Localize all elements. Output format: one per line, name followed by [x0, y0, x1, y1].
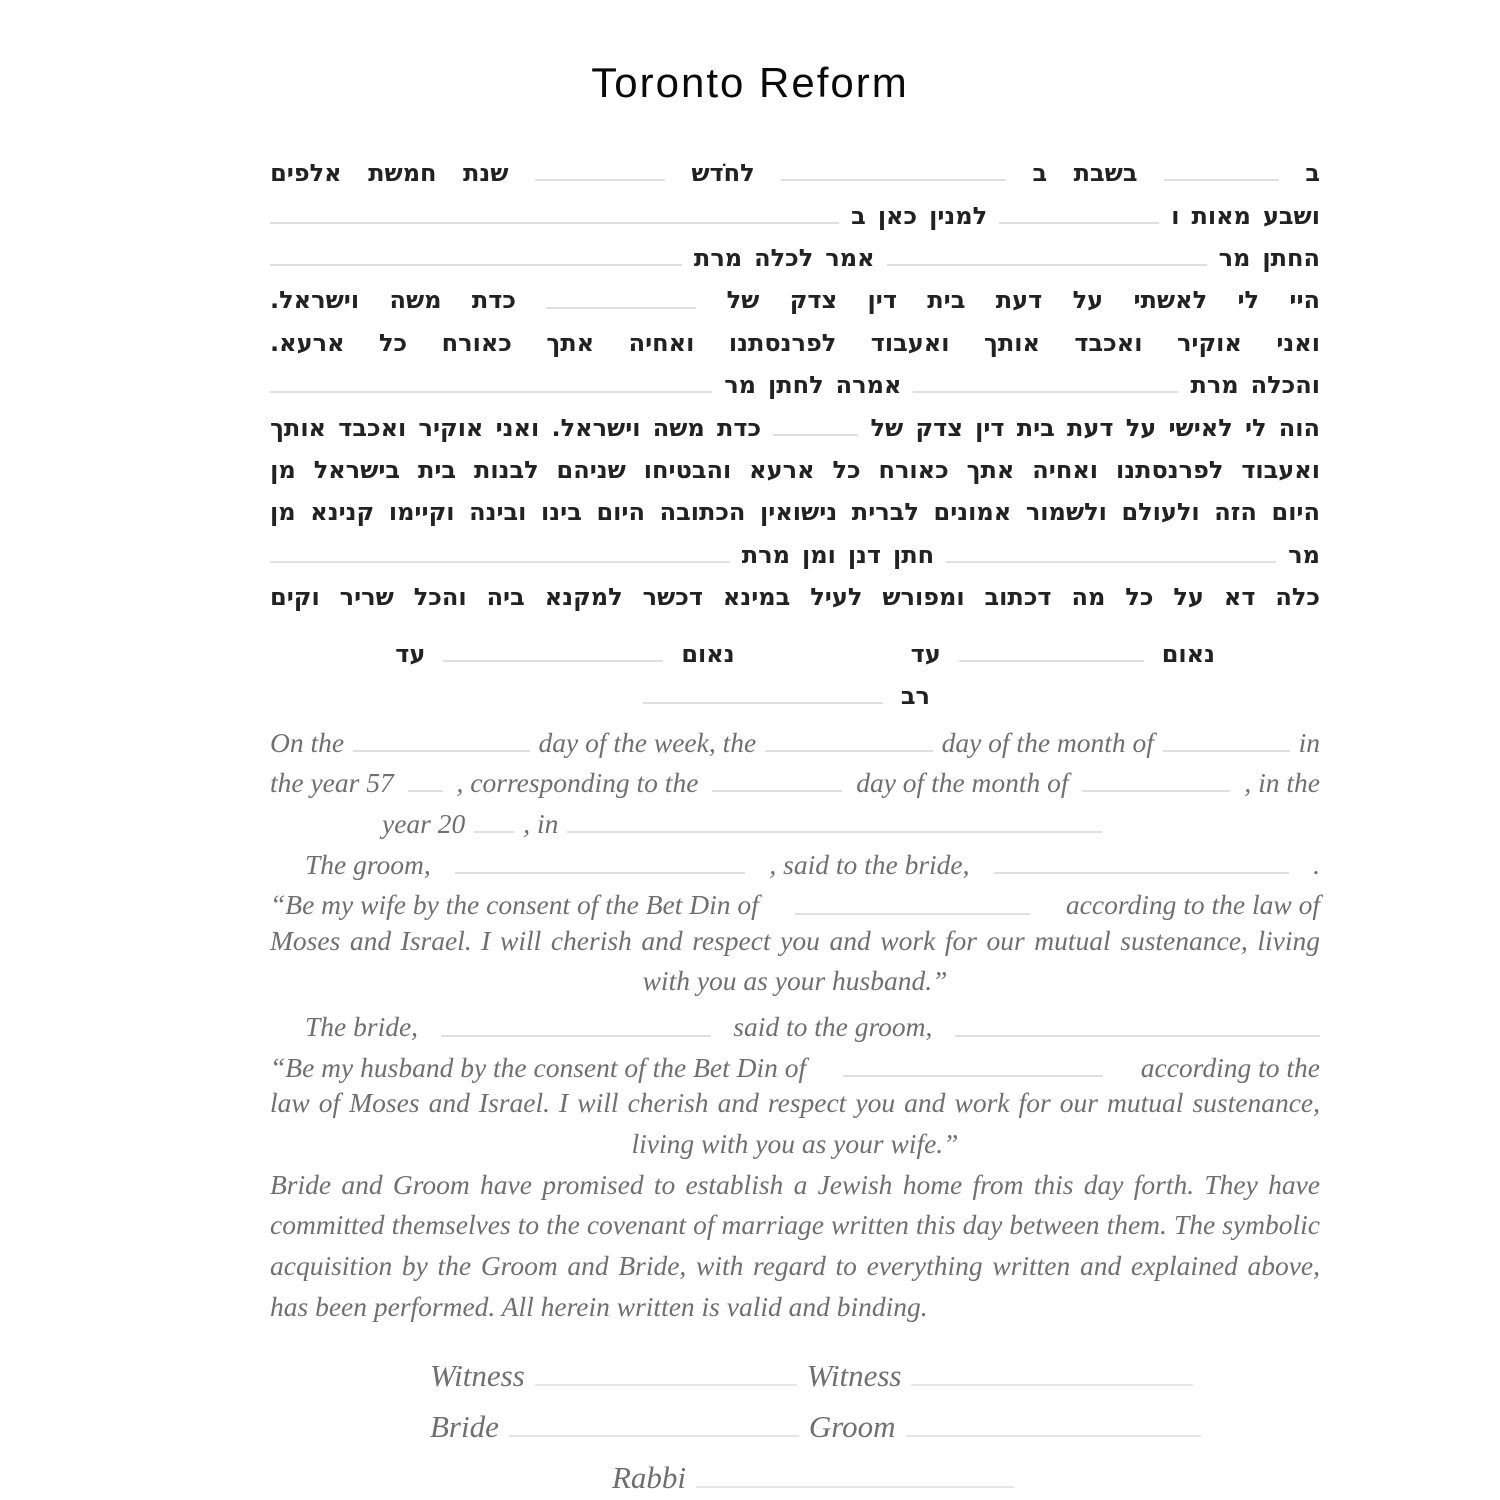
hebrew-word: שנת	[462, 159, 509, 188]
blank-field	[994, 870, 1289, 874]
hebrew-word: לפרנסתנו	[728, 328, 837, 357]
signature-row	[270, 1393, 1320, 1444]
english-line: with you as your husband.”	[642, 965, 948, 997]
blank-field	[911, 1382, 1193, 1386]
hebrew-word: מרת	[693, 243, 743, 272]
hebrew-word: מן	[270, 498, 296, 527]
blank-field	[1163, 748, 1290, 752]
english-line	[270, 880, 1320, 921]
hebrew-line	[270, 667, 1320, 709]
hebrew-word: הזה	[1214, 498, 1257, 527]
hebrew-word: היי	[1289, 286, 1320, 315]
hebrew-word: ואעבוד	[1241, 455, 1320, 484]
hebrew-line	[270, 483, 1320, 525]
hebrew-word: חתן	[893, 540, 935, 569]
hebrew-word: דכשר	[642, 583, 703, 612]
english-text: said to the groom,	[733, 1011, 933, 1043]
hebrew-word: אוקיר	[418, 413, 484, 442]
english-line: has been performed. All herein written is valid and binding.	[270, 1290, 928, 1322]
hebrew-line	[270, 356, 1320, 398]
hebrew-word: על	[1173, 583, 1204, 612]
english-line: Bride and Groom have promised to establish a Jewish home from this day forth. They have	[270, 1168, 1320, 1200]
hebrew-word: לכלה	[754, 243, 814, 272]
hebrew-word: משה	[652, 413, 705, 442]
hebrew-line	[270, 398, 1320, 440]
hebrew-word: הוה	[1278, 413, 1320, 442]
blank-field	[270, 559, 730, 563]
hebrew-word: כלה	[1275, 583, 1320, 612]
hebrew-word: חמשת	[368, 159, 437, 188]
blank-field	[906, 1433, 1201, 1437]
hebrew-word: מן	[270, 455, 296, 484]
hebrew-word: והכלה	[1250, 371, 1320, 400]
hebrew-word: וישראל.	[270, 286, 360, 315]
hebrew-word: בינו	[541, 498, 582, 527]
hebrew-word: לי	[1244, 413, 1267, 442]
english-text: On the	[270, 726, 345, 758]
blank-field	[509, 1433, 799, 1437]
hebrew-word: דין	[867, 286, 897, 315]
english-line: law of Moses and Israel. I will cherish and respect you and work for our mutual sustenance,	[270, 1087, 1320, 1119]
english-text: , in the	[1244, 767, 1320, 799]
hebrew-word: דין	[975, 413, 1005, 442]
english-text: , corresponding to the	[456, 767, 699, 799]
english-text: .	[1313, 848, 1320, 880]
hebrew-word: צדק	[789, 286, 838, 315]
hebrew-word: לעיל	[810, 583, 863, 612]
hebrew-word: ובינה	[469, 498, 527, 527]
blank-field	[546, 305, 696, 309]
blank-field	[353, 748, 529, 752]
blank-field	[535, 1382, 797, 1386]
blank-field	[270, 262, 682, 266]
blank-field	[946, 559, 1276, 563]
signature-row	[270, 1444, 1320, 1495]
english-line	[270, 798, 1320, 839]
hebrew-word: לאשתי	[1133, 286, 1208, 315]
hebrew-word: של	[726, 286, 760, 315]
hebrew-word: ב	[1305, 159, 1320, 188]
signature-label: Witness	[806, 1358, 902, 1394]
hebrew-word: היום	[596, 498, 645, 527]
hebrew-line	[270, 568, 1320, 610]
english-text: day of the month of	[941, 726, 1154, 758]
hebrew-word: דעת	[1067, 413, 1114, 442]
hebrew-line	[270, 271, 1320, 313]
hebrew-word: לאישי	[1168, 413, 1233, 442]
hebrew-word: דא	[1223, 583, 1256, 612]
english-text: the year 57	[270, 767, 394, 799]
hebrew-word: וקים	[270, 583, 320, 612]
english-text: year 20	[382, 807, 466, 839]
blank-field	[781, 177, 1006, 181]
blank-field	[795, 911, 1030, 915]
english-text: in	[1298, 726, 1320, 758]
hebrew-line	[270, 314, 1320, 356]
hebrew-word: ביה	[486, 583, 525, 612]
hebrew-word: כאן	[877, 201, 918, 230]
hebrew-word: כדת	[717, 413, 762, 442]
hebrew-word: דנן	[847, 540, 882, 569]
hebrew-word: מאות	[1191, 201, 1251, 230]
hebrew-word: אלפים	[270, 159, 342, 188]
blank-field	[270, 220, 839, 224]
english-line: committed themselves to the covenant of marriage written this day between them. The symbolic	[270, 1209, 1320, 1241]
english-text-block	[270, 717, 1320, 1327]
hebrew-word: ואכבד	[1074, 328, 1143, 357]
hebrew-word: הכתובה	[659, 498, 746, 527]
hebrew-word: לחֹדש	[691, 159, 755, 188]
blank-field	[441, 1033, 711, 1037]
english-text: The groom,	[305, 848, 431, 880]
english-line	[270, 758, 1320, 799]
hebrew-word: צדק	[915, 413, 963, 442]
hebrew-word: מר	[724, 371, 757, 400]
hebrew-word: מרת	[1190, 371, 1239, 400]
hebrew-word: נאום	[1161, 639, 1215, 668]
blank-field	[959, 658, 1144, 662]
english-line: living with you as your wife.”	[631, 1127, 959, 1159]
hebrew-word: ולעולם	[1121, 498, 1200, 527]
blank-field	[1082, 788, 1230, 792]
english-line	[270, 717, 1320, 758]
hebrew-word: לי	[1237, 286, 1260, 315]
hebrew-word: במינא	[722, 583, 791, 612]
blank-field	[474, 829, 514, 833]
hebrew-word: מר	[1218, 243, 1251, 272]
signature-label: Witness	[430, 1358, 525, 1394]
hebrew-word: בית	[1016, 413, 1055, 442]
hebrew-word: כל	[1125, 583, 1154, 612]
hebrew-word: קנינא	[310, 498, 375, 527]
hebrew-word: רב	[900, 681, 930, 710]
hebrew-word: אתך	[966, 455, 1015, 484]
blank-field	[999, 220, 1159, 224]
blank-field	[887, 262, 1207, 266]
hebrew-word: לחתן	[768, 371, 824, 400]
blank-field	[643, 700, 883, 704]
english-text: , in	[523, 807, 559, 839]
hebrew-word: משה	[389, 286, 442, 315]
document-title: Toronto Reform	[591, 59, 909, 106]
hebrew-word: כל	[379, 328, 408, 357]
signature-label: Groom	[808, 1409, 896, 1445]
hebrew-word: ואעבוד	[870, 328, 950, 357]
signature-row	[270, 1342, 1320, 1393]
hebrew-word: שניהם	[556, 455, 626, 484]
hebrew-word: ומפורש	[882, 583, 965, 612]
english-text: The bride,	[305, 1011, 419, 1043]
signature-label: Rabbi	[612, 1460, 687, 1496]
hebrew-word: כאורח	[441, 328, 512, 357]
hebrew-word: אותך	[983, 328, 1040, 357]
blank-field	[955, 1033, 1320, 1037]
hebrew-word: עד	[910, 639, 941, 668]
hebrew-word: אמר	[825, 243, 875, 272]
blank-field	[1164, 177, 1279, 181]
hebrew-word: של	[870, 413, 904, 442]
hebrew-word: לבנות	[473, 455, 539, 484]
spacer	[753, 665, 893, 667]
hebrew-word: והבטיחו	[643, 455, 732, 484]
english-text: “Be my wife by the consent of the Bet Din of	[270, 889, 759, 921]
hebrew-word: נישואין	[760, 498, 838, 527]
blank-field	[443, 658, 663, 662]
english-line	[270, 1002, 1320, 1043]
hebrew-word: אמרה	[835, 371, 902, 400]
hebrew-word: ואכבד	[338, 413, 407, 442]
hebrew-word: אותך	[270, 413, 327, 442]
hebrew-word: אוקיר	[1176, 328, 1242, 357]
hebrew-line	[270, 526, 1320, 568]
document-body	[270, 144, 1320, 1495]
hebrew-word: כאורח	[878, 455, 949, 484]
hebrew-word: והכל	[413, 583, 467, 612]
hebrew-word: עד	[395, 639, 426, 668]
spacer	[270, 1493, 602, 1495]
blank-field	[773, 432, 858, 436]
blank-field	[567, 829, 1102, 833]
english-text: “Be my husband by the consent of the Bet Din of	[270, 1052, 807, 1084]
hebrew-line	[270, 144, 1320, 186]
hebrew-word: ואחיה	[1032, 455, 1099, 484]
hebrew-word: לברית	[851, 498, 919, 527]
hebrew-word: דכתוב	[984, 583, 1052, 612]
blank-field	[270, 389, 712, 393]
blank-field	[843, 1073, 1103, 1077]
english-line	[270, 1043, 1320, 1084]
hebrew-word: וישראל.	[551, 413, 641, 442]
hebrew-word: מרת	[741, 540, 790, 569]
hebrew-line	[270, 229, 1320, 271]
hebrew-word: כל	[832, 455, 861, 484]
signature-label: Bride	[430, 1409, 499, 1445]
hebrew-word: היום	[1271, 498, 1320, 527]
hebrew-word: אמונים	[933, 498, 1012, 527]
hebrew-word: בית	[417, 455, 457, 484]
hebrew-word: ארעא.	[270, 328, 345, 357]
hebrew-word: בשבת	[1073, 159, 1138, 188]
hebrew-word: על	[1125, 413, 1157, 442]
english-line: acquisition by the Groom and Bride, with regard to everything written and explained above,	[270, 1250, 1320, 1282]
blank-field	[765, 748, 932, 752]
spacer	[270, 1391, 420, 1393]
hebrew-word: החתן	[1262, 243, 1320, 272]
hebrew-word: לפרנסתנו	[1115, 455, 1224, 484]
hebrew-word: בישראל	[313, 455, 401, 484]
hebrew-word: ושבע	[1262, 201, 1320, 230]
english-text: day of the month of	[856, 767, 1069, 799]
hebrew-word: אתך	[546, 328, 595, 357]
hebrew-word: מה	[1071, 583, 1106, 612]
hebrew-word: כדת	[471, 286, 516, 315]
hebrew-word: נאום	[681, 639, 735, 668]
hebrew-word: ואחיה	[628, 328, 695, 357]
blank-field	[408, 788, 443, 792]
hebrew-word: מר	[1288, 540, 1320, 569]
hebrew-word: ולשמור	[1025, 498, 1107, 527]
english-text: according to the law of	[1065, 889, 1320, 921]
english-text: day of the week, the	[538, 726, 757, 758]
hebrew-word: וקיימו	[388, 498, 455, 527]
hebrew-word: למקנא	[544, 583, 623, 612]
hebrew-word: ואני	[1276, 328, 1320, 357]
hebrew-word: ב	[851, 201, 866, 230]
english-text: according to the	[1140, 1052, 1320, 1084]
hebrew-word: ארעא	[749, 455, 815, 484]
hebrew-text-block	[270, 144, 1320, 709]
hebrew-line	[270, 186, 1320, 228]
hebrew-word: שריר	[339, 583, 394, 612]
hebrew-word: ו	[1171, 201, 1180, 230]
hebrew-word: על	[1072, 286, 1104, 315]
english-line: Moses and Israel. I will cherish and respect you and work for our mutual sustenance, living	[270, 924, 1320, 956]
english-line	[270, 839, 1320, 880]
blank-field	[913, 389, 1178, 393]
spacer	[270, 1442, 420, 1444]
blank-field	[712, 788, 842, 792]
hebrew-word: ב	[1032, 159, 1048, 188]
hebrew-word: ומן	[801, 540, 836, 569]
hebrew-word: למנין	[929, 201, 988, 230]
blank-field	[455, 870, 745, 874]
blank-field	[696, 1484, 1014, 1488]
hebrew-word: ואני	[495, 413, 540, 442]
hebrew-word: בית	[927, 286, 966, 315]
blank-field	[535, 177, 665, 181]
english-text: , said to the bride,	[769, 848, 970, 880]
hebrew-word: דעת	[995, 286, 1043, 315]
hebrew-line	[270, 441, 1320, 483]
hebrew-line	[270, 624, 1320, 666]
signature-block	[270, 1342, 1320, 1495]
